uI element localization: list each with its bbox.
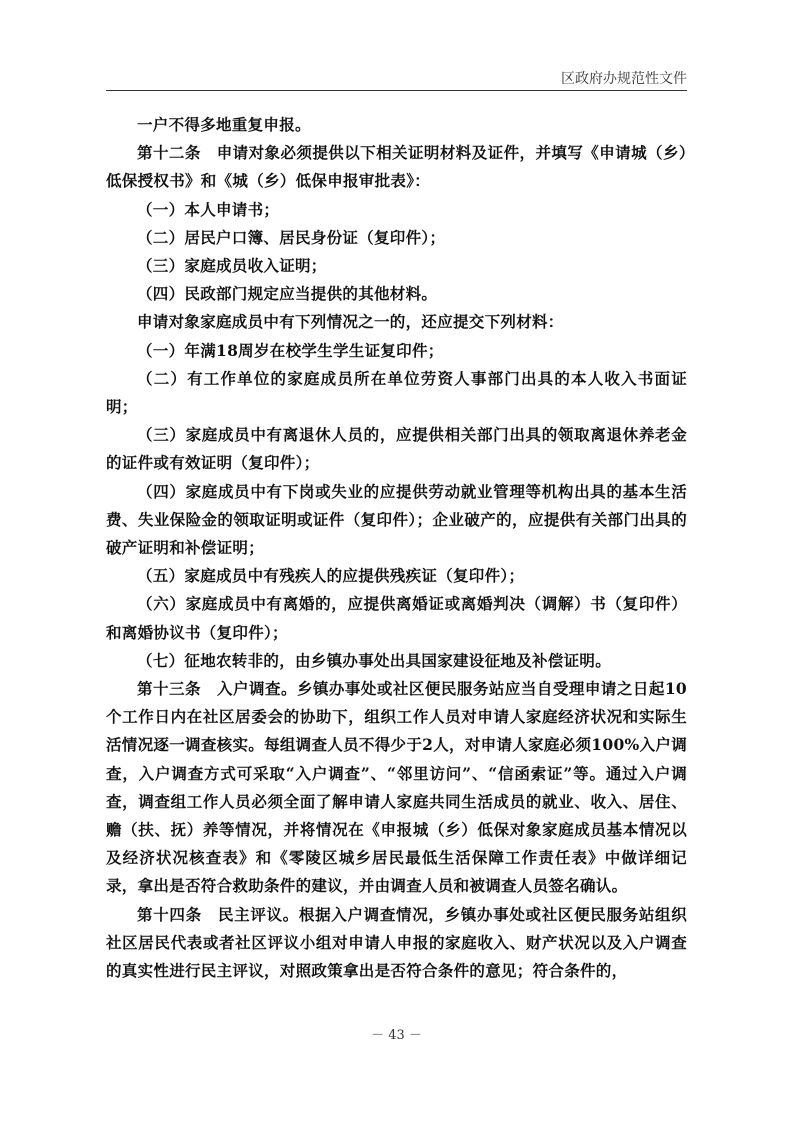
article-14-paragraph: 第十四条 民主评议。根据入户调查情况，乡镇办事处或社区便民服务站组织社区居民代表或者社区评议小组对申请人申报的家庭收入、财产状况以及入户调查的真实性进行民主评议，对照政策拿出是否符合条件的意见；符合条件的，	[106, 904, 687, 981]
list-item: （五）家庭成员中有残疾人的应提供残疾证（复印件）；	[137, 566, 525, 586]
list-item: （三）家庭成员中有离退休人员的，应提供相关部门出具的领取离退休养老金的证件或有效证明（复印件）；	[106, 425, 687, 473]
paragraph-additional-materials: 申请对象家庭成员中有下列情况之一的，还应提交下列材料：	[137, 312, 564, 332]
list-item: （七）征地农转非的，由乡镇办事处出具国家建设征地及补偿证明。	[137, 650, 612, 670]
list-item: （六）家庭成员中有离婚的，应提供离婚证或离婚判决（调解）书（复印件）和离婚协议书（复印件）；	[106, 594, 687, 642]
list-item: （二）居民户口簿、居民身份证（复印件）；	[137, 227, 446, 247]
page-number: － 43 －	[371, 1028, 422, 1043]
list-item: （一）本人申请书；	[137, 199, 280, 219]
running-header: 区政府办规范性文件	[561, 71, 687, 87]
article-13-paragraph: 第十三条 入户调查。乡镇办事处或社区便民服务站应当自受理申请之日起10个工作日内在社区居委会的协助下，组织工作人员对申请人家庭经济状况和实际生活情况逐一调查核实。每组调查人员不得少于2人，对申请人家庭必须100%入户调查，入户调查方式可采取“入户调查”、“邻里访问”、“信函索证”等。通过入户调查，调查组工作人员必须全面了解申请人家庭共同生活成员的就业、收入、居住、赡（扶、抚）养等情况，并将情况在《申报城（乡）低保对象家庭成员基本情况以及经济状况核查表》和《零陵区城乡居民最低生活保障工作责任表》中做详细记录，拿出是否符合救助条件的建议，并由调查人员和被调查人员签名确认。	[106, 679, 687, 896]
document-body	[106, 111, 687, 985]
list-item: （四）民政部门规定应当提供的其他材料。	[137, 284, 438, 304]
list-item: （一）年满18周岁在校学生学生证复印件；	[137, 340, 444, 360]
header-divider	[106, 90, 687, 91]
article-12-paragraph: 第十二条 申请对象必须提供以下相关证明材料及证件，并填写《申请城（乡）低保授权书》和《城（乡）低保申报审批表》：	[106, 143, 687, 191]
list-item: （四）家庭成员中有下岗或失业的应提供劳动就业管理等机构出具的基本生活费、失业保险金的领取证明或证件（复印件）；企业破产的，应提供有关部门出具的破产证明和补偿证明；	[106, 481, 687, 558]
list-item: （二）有工作单位的家庭成员所在单位劳资人事部门出具的本人收入书面证明；	[106, 368, 687, 417]
paragraph-1: 一户不得多地重复申报。	[137, 115, 311, 134]
list-item: （三）家庭成员收入证明；	[137, 256, 327, 276]
